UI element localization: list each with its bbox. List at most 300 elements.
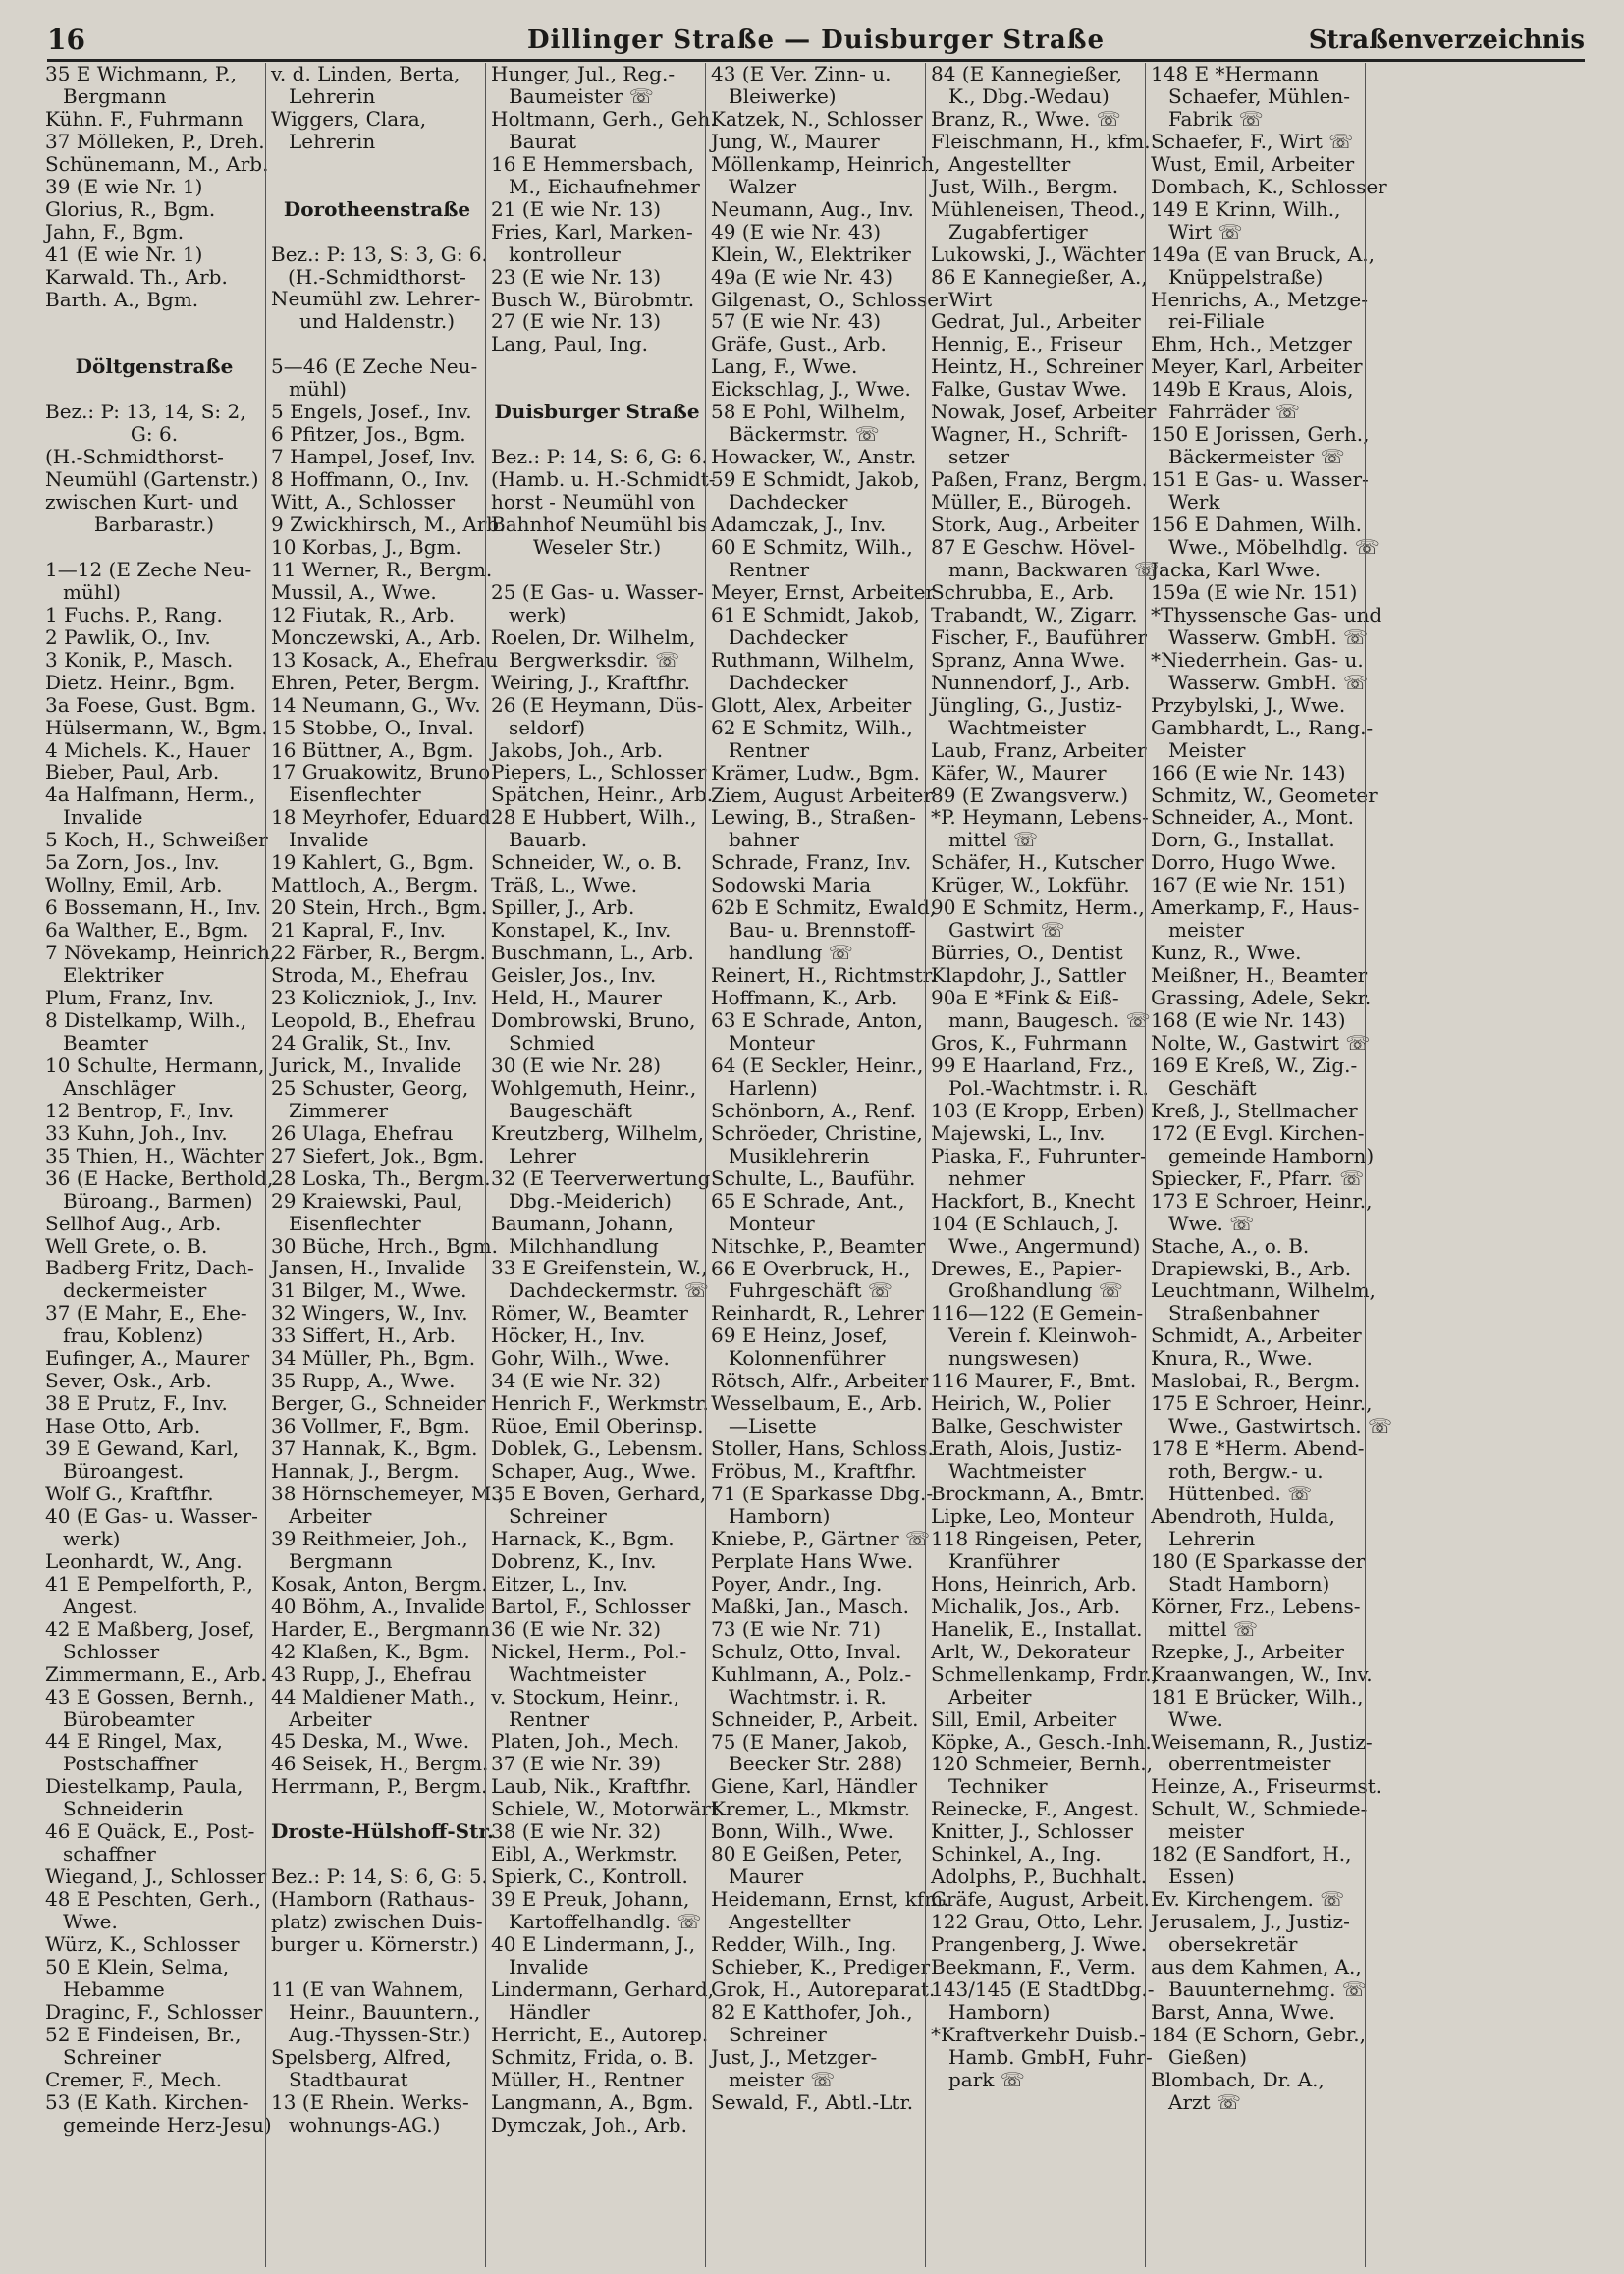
directory-line: Schneider, W., o. B. [491, 850, 683, 875]
directory-line: *Kraftverkehr Duisb.- [931, 2022, 1146, 2046]
directory-line: Elektriker [63, 963, 164, 988]
directory-line: 23 Koliczniok, J., Inv. [271, 986, 478, 1010]
directory-line: Erath, Alois, Justiz- [931, 1436, 1122, 1461]
directory-line: Kolonnenführer [729, 1346, 886, 1371]
directory-line: Pol.-Wachtmstr. i. R. [948, 1075, 1149, 1100]
directory-line: Sill, Emil, Arbeiter [931, 1706, 1117, 1731]
directory-line: (H.-Schmidthorst- [45, 445, 224, 469]
directory-line: Wesselbaum, E., Arb. [711, 1391, 923, 1416]
directory-line: Jerusalem, J., Justiz- [1151, 1910, 1350, 1934]
directory-line: 40 E Lindermann, J., [491, 1932, 696, 1957]
directory-line: Lukowski, J., Wächter [931, 242, 1146, 266]
directory-line: Kosak, Anton, Bergm. [271, 1571, 488, 1596]
directory-line: 46 E Quäck, E., Post- [45, 1819, 255, 1844]
directory-line: nungswesen) [948, 1346, 1080, 1371]
directory-line: Nitschke, P., Beamter [711, 1233, 926, 1258]
directory-line: burger u. Körnerstr.) [271, 1932, 479, 1957]
directory-line: Reinert, H., Richtmstr. [711, 963, 937, 988]
directory-line: Lindermann, Gerhard, [491, 1976, 715, 2001]
directory-line: Trabandt, W., Zigarr. [931, 602, 1138, 626]
directory-line: Harlenn) [729, 1075, 818, 1100]
directory-line: 35 Rupp, A., Wwe. [271, 1369, 456, 1393]
directory-line: Schaefer, Mühlen- [1168, 83, 1350, 108]
directory-line: Eisenflechter [289, 783, 421, 807]
directory-line: 1 Fuchs. P., Rang. [45, 602, 223, 626]
directory-line: Invalide [63, 805, 143, 830]
directory-line: Mattloch, A., Bergm. [271, 873, 479, 897]
page-title: Dillinger Straße — Duisburger Straße [526, 26, 1105, 55]
directory-line: Fabrik ☏ [1168, 106, 1264, 131]
directory-line: Grok, H., Autoreparat. [711, 1977, 936, 2002]
directory-line: 11 (E van Wahnem, [271, 1976, 464, 2001]
directory-line: Bauarb. [509, 828, 588, 852]
directory-line: Schünemann, M., Arb. [45, 151, 269, 176]
directory-line: Bieber, Paul, Arb. [45, 760, 220, 785]
directory-line: Dachdecker [729, 624, 848, 649]
directory-line: Gießen) [1168, 2044, 1248, 2069]
directory-line: Fleischmann, H., kfm. [931, 129, 1151, 153]
directory-line: 40 (E Gas- u. Wasser- [45, 1503, 258, 1528]
directory-line: 103 (E Kropp, Erben) [931, 1098, 1145, 1122]
directory-line: Kniebe, P., Gärtner ☏ [711, 1526, 931, 1550]
directory-line: Prangenberg, J. Wwe. [931, 1932, 1148, 1957]
directory-line: 178 E *Herm. Abend- [1151, 1436, 1365, 1461]
directory-line: Angestellter [948, 151, 1071, 176]
directory-line: Rentner [729, 557, 810, 581]
directory-line: Draginc, F., Schlosser [45, 1999, 263, 2024]
directory-line: Bez.: P: 13, S: 3, G: 6. [271, 242, 488, 266]
directory-line: Spranz, Anna Wwe. [931, 647, 1126, 672]
directory-line: K., Dbg.-Wedau) [948, 83, 1110, 108]
directory-line: Ehren, Peter, Bergm. [271, 670, 481, 694]
directory-line: Lehrer [509, 1143, 576, 1167]
directory-line: Eitzer, L., Inv. [491, 1571, 628, 1596]
directory-line: Jahn, F., Bgm. [45, 219, 185, 244]
directory-line: 49 (E wie Nr. 43) [711, 219, 882, 244]
directory-line: wohnungs-AG.) [289, 2112, 441, 2137]
directory-line: 28 E Hubbert, Wilh., [491, 805, 697, 830]
directory-line: Baumann, Johann, [491, 1211, 674, 1235]
directory-line: 87 E Geschw. Hövel- [931, 535, 1136, 560]
directory-line: Wwe., Möbelhdlg. ☏ [1168, 535, 1380, 560]
directory-line: Spelsberg, Alfred, [271, 2044, 452, 2069]
directory-line: Ziem, August Arbeiter [711, 783, 933, 807]
directory-line: Bürobeamter [63, 1706, 195, 1731]
directory-line: Wagner, H., Schrift- [931, 422, 1128, 447]
directory-line: 9 Zwickhirsch, M., Arb. [271, 513, 506, 536]
directory-line: Adolphs, P., Buchhalt. [931, 1865, 1148, 1889]
directory-line: Wohlgemuth, Heinr., [491, 1075, 697, 1100]
directory-line: mühl) [289, 377, 347, 402]
directory-line: Rzepke, J., Arbeiter [1151, 1639, 1344, 1663]
directory-line: Stadt Hamborn) [1168, 1571, 1330, 1596]
page-header [47, 22, 1585, 62]
directory-line: seldorf) [509, 715, 586, 739]
directory-line: 10 Korbas, J., Bgm. [271, 534, 461, 559]
directory-line: Meißner, H., Beamter [1151, 963, 1368, 988]
directory-line: Jakobs, Joh., Arb. [491, 737, 664, 762]
directory-line: Giene, Karl, Händler [711, 1774, 918, 1799]
directory-line: Stache, A., o. B. [1151, 1233, 1310, 1258]
spacer [271, 153, 483, 176]
directory-line: 35 E Wichmann, P., [45, 62, 237, 85]
directory-line: Laub, Franz, Arbeiter [931, 737, 1147, 762]
directory-line: Monteur [729, 1211, 815, 1235]
directory-line: 175 E Schroer, Heinr., [1151, 1391, 1373, 1416]
directory-line: 44 Maldiener Math., [271, 1684, 476, 1708]
directory-line: Arbeiter [289, 1503, 372, 1528]
directory-line: Karwald. Th., Arb. [45, 264, 228, 289]
directory-line: 58 E Pohl, Wilhelm, [711, 400, 906, 424]
directory-line: 65 E Schrade, Ant., [711, 1188, 905, 1213]
directory-line: Eibl, A., Werkmstr. [491, 1842, 677, 1867]
directory-line: Wust, Emil, Arbeiter [1151, 151, 1355, 176]
directory-line: Plum, Franz, Inv. [45, 986, 214, 1010]
directory-line: gemeinde Herz-Jesu) [63, 2112, 272, 2137]
directory-line: Kühn. F., Fuhrmann [45, 106, 244, 131]
directory-line: Buschmann, L., Arb. [491, 941, 694, 965]
directory-line: Schulte, L., Bauführ. [711, 1165, 916, 1190]
directory-line: Dymczak, Joh., Arb. [491, 2112, 687, 2137]
directory-line: 150 E Jorissen, Gerh., [1151, 422, 1370, 447]
directory-line: Hackfort, B., Knecht [931, 1188, 1135, 1213]
directory-line: Hamb. GmbH, Fuhr- [948, 2044, 1153, 2069]
directory-line: kontrolleur [509, 242, 621, 266]
directory-line: meister [1168, 918, 1244, 943]
directory-line: 8 Distelkamp, Wilh., [45, 1007, 247, 1032]
directory-line: Rüoe, Emil Oberinsp. [491, 1414, 704, 1438]
spacer [45, 536, 263, 559]
street-heading: Dorotheenstraße [283, 196, 471, 221]
directory-line: Sellhof Aug., Arb. [45, 1211, 222, 1235]
directory-line: Schönborn, A., Renf. [711, 1098, 917, 1122]
directory-line: Hennig, E., Friseur [931, 332, 1122, 356]
directory-line: Herricht, E., Autorep. [491, 2022, 709, 2046]
directory-line: 62 E Schmitz, Wilh., [711, 715, 913, 739]
directory-line: —Lisette [729, 1414, 817, 1438]
directory-line: Diestelkamp, Paula, [45, 1774, 244, 1799]
directory-line: 167 (E wie Nr. 151) [1151, 873, 1346, 897]
page-number: 16 [47, 24, 85, 56]
directory-line: mann, Baugesch. ☏ [948, 1008, 1151, 1033]
directory-line: Knitter, J., Schlosser [931, 1819, 1133, 1844]
directory-line: Fuhrgeschäft ☏ [729, 1278, 893, 1303]
spacer [271, 333, 483, 355]
directory-line: 40 Böhm, A., Invalide [271, 1594, 486, 1618]
directory-line: Hons, Heinrich, Arb. [931, 1571, 1137, 1596]
directory-line: 12 Bentrop, F., Inv. [45, 1098, 235, 1122]
directory-line: Weiring, J., Kraftfhr. [491, 670, 690, 694]
directory-line: Werk [1168, 490, 1220, 514]
directory-line: 2 Pawlik, O., Inv. [45, 624, 211, 649]
directory-line: 84 (E Kannegießer, [931, 62, 1122, 85]
directory-line: Invalide [289, 828, 369, 852]
directory-line: (Hamborn (Rathaus- [271, 1887, 475, 1912]
directory-line: 180 (E Sparkasse der [1151, 1548, 1366, 1573]
directory-line: Gohr, Wilh., Wwe. [491, 1346, 670, 1371]
directory-line: 120 Schmeier, Bernh., [931, 1752, 1153, 1776]
directory-line: Baumeister ☏ [509, 83, 654, 108]
directory-line: 38 Hörnschemeyer, M., [271, 1481, 505, 1505]
directory-line: Dorro, Hugo Wwe. [1151, 850, 1337, 875]
directory-line: 149b E Kraus, Alois, [1151, 377, 1354, 402]
directory-line: Leuchtmann, Wilhelm, [1151, 1278, 1376, 1303]
directory-line: 25 Schuster, Georg, [271, 1075, 469, 1100]
directory-line: Schrubba, E., Arb. [931, 579, 1115, 604]
directory-line: 60 E Schmitz, Wilh., [711, 535, 913, 560]
directory-line: Gastwirt ☏ [948, 918, 1065, 943]
directory-line: Bäckermstr. ☏ [729, 422, 880, 447]
directory-line: Meyer, Karl, Arbeiter [1151, 354, 1363, 379]
directory-line: Hüttenbed. ☏ [1168, 1482, 1313, 1506]
directory-line: 43 E Gossen, Bernh., [45, 1684, 255, 1708]
directory-line: Schneiderin [63, 1797, 184, 1821]
directory-line: Hannak, J., Bergm. [271, 1459, 460, 1484]
directory-line: Heirich, W., Polier [931, 1391, 1111, 1416]
directory-line: Glorius, R., Bgm. [45, 196, 216, 221]
directory-line: rei-Filiale [1168, 309, 1265, 334]
directory-line: Lehrerin [289, 129, 376, 153]
directory-line: Techniker [948, 1774, 1048, 1799]
directory-line: Fröbus, M., Kraftfhr. [711, 1459, 917, 1484]
directory-line: Schult, W., Schmiede- [1151, 1797, 1368, 1821]
directory-line: Meister [1168, 737, 1246, 762]
directory-line: Wachtmeister [509, 1661, 646, 1686]
directory-line: Bäckermeister ☏ [1168, 445, 1345, 469]
directory-line: Wwe., Angermund) [948, 1233, 1141, 1258]
directory-line: Wachtmeister [948, 715, 1086, 739]
directory-line: 71 (E Sparkasse Dbg.- [711, 1482, 934, 1506]
directory-line: Michalik, Jos., Arb. [931, 1594, 1121, 1618]
directory-line: Gedrat, Jul., Arbeiter [931, 309, 1141, 334]
directory-line: Stroda, M., Ehefrau [271, 963, 469, 988]
directory-columns [45, 63, 1589, 2267]
directory-line: meister ☏ [729, 2067, 836, 2091]
directory-line: Möllenkamp, Heinrich, [711, 151, 941, 176]
directory-line: Krämer, Ludw., Bgm. [711, 760, 920, 785]
directory-line: 26 (E Heymann, Düs- [491, 692, 704, 717]
directory-line: 42 Klaßen, K., Bgm. [271, 1639, 470, 1663]
directory-line: Invalide [509, 1955, 589, 1978]
directory-line: Dombach, K., Schlosser [1151, 174, 1387, 198]
directory-line: 16 E Hemmersbach, [491, 151, 694, 176]
directory-line: 34 (E wie Nr. 32) [491, 1369, 662, 1393]
directory-line: 159a (E wie Nr. 151) [1151, 579, 1358, 604]
directory-line: 33 Kuhn, Joh., Inv. [45, 1120, 228, 1145]
directory-line: Reinhardt, R., Lehrer [711, 1301, 925, 1326]
directory-line: Beecker Str. 288) [729, 1752, 903, 1776]
directory-line: Rentner [509, 1706, 590, 1731]
directory-line: Abendroth, Hulda, [1151, 1504, 1335, 1528]
directory-line: mann, Backwaren ☏ [948, 557, 1159, 581]
directory-line: 64 (E Seckler, Heinr., [711, 1053, 924, 1077]
directory-line: 7 Növekamp, Heinrich, [45, 941, 277, 965]
directory-line: Witt, A., Schlosser [271, 490, 456, 514]
directory-line: Ruthmann, Wilhelm, [711, 647, 915, 672]
directory-line: Cremer, F., Mech. [45, 2067, 223, 2091]
directory-line: 3a Foese, Gust. Bgm. [45, 692, 257, 717]
directory-line: Bonn, Wilh., Wwe. [711, 1819, 894, 1844]
directory-line: Balke, Geschwister [931, 1414, 1123, 1438]
directory-line: Geisler, Jos., Inv. [491, 963, 657, 988]
column-7 [1365, 63, 1585, 2267]
directory-line: Lang, Paul, Ing. [491, 332, 649, 356]
directory-line: Dorn, G., Installat. [1151, 828, 1335, 852]
directory-line: Heinr., Bauuntern., [289, 1999, 481, 2024]
directory-line: Stadtbaurat [289, 2067, 408, 2091]
directory-line: setzer [948, 445, 1010, 469]
directory-line: werk) [63, 1526, 121, 1550]
directory-line: Dachdecker [729, 490, 848, 514]
directory-line: Harder, E., Bergmann [271, 1616, 490, 1641]
directory-line: nehmer [948, 1165, 1025, 1190]
directory-line: Bergmann [63, 83, 167, 108]
spacer [491, 559, 703, 581]
directory-line: Eufinger, A., Maurer [45, 1346, 250, 1371]
directory-line: Bez.: P: 14, S: 6, G: 5. [271, 1865, 488, 1889]
directory-line: 75 (E Maner, Jakob, [711, 1729, 909, 1754]
directory-line: Müller, E., Bürogeh. [931, 490, 1132, 514]
directory-line: 50 E Klein, Selma, [45, 1955, 230, 1978]
directory-line: Kremer, L., Mkmstr. [711, 1797, 911, 1821]
directory-line: Platen, Joh., Mech. [491, 1729, 680, 1754]
directory-line: Römer, W., Beamter [491, 1301, 688, 1326]
directory-line: Jurick, M., Invalide [271, 1053, 461, 1077]
directory-line: Müller, H., Rentner [491, 2067, 684, 2091]
directory-line: 80 E Geißen, Peter, [711, 1842, 903, 1867]
directory-line: Przybylski, J., Wwe. [1151, 692, 1346, 717]
directory-line: 172 (E Evgl. Kirchen- [1151, 1120, 1365, 1145]
directory-line: Fischer, F., Bauführer [931, 624, 1147, 649]
directory-line: park ☏ [948, 2067, 1025, 2091]
directory-line: Neumühl (Gartenstr.) [45, 467, 259, 492]
directory-line: 66 E Overbruck, H., [711, 1256, 911, 1280]
directory-line: Büroang., Barmen) [63, 1188, 253, 1213]
directory-line: Arzt ☏ [1168, 2089, 1241, 2114]
directory-line: Träß, L., Wwe. [491, 873, 638, 897]
directory-line: 6 Pfitzer, Jos., Bgm. [271, 422, 466, 447]
directory-line: 49a (E wie Nr. 43) [711, 264, 893, 289]
directory-line: (H.-Schmidthorst- [288, 264, 466, 289]
directory-line: Majewski, L., Inv. [931, 1120, 1106, 1145]
directory-line: Schmidt, A., Arbeiter [1151, 1324, 1362, 1348]
directory-line: Arbeiter [289, 1706, 372, 1731]
directory-line: Klein, W., Elektriker [711, 242, 911, 266]
directory-line: 10 Schulte, Hermann, [45, 1053, 265, 1077]
directory-line: Heintz, H., Schreiner [931, 354, 1144, 379]
directory-line: Essen) [1168, 1865, 1235, 1889]
directory-line: Jüngling, G., Justiz- [931, 692, 1122, 717]
directory-line: Schneider, P., Arbeit. [711, 1706, 919, 1731]
directory-line: Schmied [509, 1030, 595, 1055]
directory-line: 20 Stein, Hrch., Bgm. [271, 895, 488, 920]
directory-line: Angestellter [729, 1910, 851, 1934]
directory-line: Lang, F., Wwe. [711, 354, 858, 379]
directory-line: Katzek, N., Schlosser [711, 106, 923, 131]
directory-line: 36 (E wie Nr. 32) [491, 1616, 662, 1641]
directory-line: Kunz, R., Wwe. [1151, 941, 1302, 965]
directory-line: Kartoffelhandlg. ☏ [509, 1910, 702, 1934]
directory-line: 26 Ulaga, Ehefrau [271, 1120, 454, 1145]
directory-line: v. d. Linden, Berta, [271, 62, 460, 85]
directory-line: Milchhandlung [509, 1233, 659, 1258]
directory-line: 116 Maurer, F., Bmt. [931, 1369, 1137, 1393]
directory-line: Busch W., Bürobmtr. [491, 287, 695, 311]
directory-line: Grassing, Adele, Sekr. [1151, 986, 1372, 1010]
directory-line: Rentner [729, 737, 810, 762]
directory-line: 86 E Kannegießer, A., [931, 264, 1148, 289]
directory-line: 27 Siefert, Jok., Bgm. [271, 1143, 485, 1167]
spacer [271, 1798, 483, 1820]
directory-line: Eickschlag, J., Wwe. [711, 377, 911, 402]
directory-line: Drewes, E., Papier- [931, 1256, 1122, 1280]
directory-line: Bleiwerke) [729, 83, 837, 108]
directory-line: Geschäft [1168, 1075, 1257, 1100]
directory-line: 19 Kahlert, G., Bgm. [271, 850, 475, 875]
directory-line: 4 Michels. K., Hauer [45, 737, 250, 762]
directory-line: Bürries, O., Dentist [931, 941, 1123, 965]
directory-line: Gros, K., Fuhrmann [931, 1030, 1128, 1055]
spacer [45, 333, 263, 355]
directory-line: 46 Seisek, H., Bergm. [271, 1752, 489, 1776]
directory-line: Straßenbahner [1168, 1301, 1320, 1326]
directory-line: Nowak, Josef, Arbeiter [931, 400, 1157, 424]
directory-line: 13 (E Rhein. Werks- [271, 2089, 469, 2114]
directory-line: Rötsch, Alfr., Arbeiter [711, 1369, 929, 1393]
directory-line: Nickel, Herm., Pol.- [491, 1639, 687, 1663]
directory-line: Händler [509, 1999, 590, 2024]
directory-line: 34 Müller, Ph., Bgm. [271, 1346, 476, 1371]
directory-line: Arbeiter [948, 1684, 1032, 1708]
directory-line: 25 (E Gas- u. Wasser- [491, 579, 704, 604]
directory-line: Gräfe, August, Arbeit. [931, 1887, 1150, 1912]
directory-line: Wolf G., Kraftfhr. [45, 1481, 214, 1505]
directory-line: Wiggers, Clara, [271, 106, 427, 131]
directory-line: 31 Bilger, M., Wwe. [271, 1278, 467, 1303]
directory-line: 99 E Haarland, Frz., [931, 1053, 1135, 1077]
directory-line: Dachdeckermstr. ☏ [509, 1278, 709, 1303]
directory-line: Doblek, G., Lebensm. [491, 1436, 704, 1461]
directory-line: 39 E Gewand, Karl, [45, 1436, 240, 1461]
directory-line: Berger, G., Schneider [271, 1391, 486, 1416]
directory-line: Well Grete, o. B. [45, 1233, 208, 1258]
directory-line: Spätchen, Heinr., Arb. [491, 783, 714, 807]
directory-line: 22 Färber, R., Bergm. [271, 941, 486, 965]
directory-line: Barbarastr.) [93, 513, 215, 537]
directory-line: Wiegand, J., Schlosser [45, 1865, 267, 1889]
directory-line: Zugabfertiger [948, 219, 1088, 244]
directory-line: Zimmerer [289, 1098, 389, 1122]
directory-line: 62b E Schmitz, Ewald, [711, 895, 937, 920]
spacer [45, 378, 263, 401]
directory-line: Neumühl zw. Lehrer- [271, 287, 481, 311]
directory-line: 37 Hannak, K., Bgm. [271, 1436, 478, 1461]
directory-line: M., Eichaufnehmer [509, 174, 700, 198]
directory-line: werk) [509, 602, 567, 626]
directory-line: 73 (E wie Nr. 71) [711, 1616, 882, 1641]
directory-line: Ehm, Hch., Metzger [1151, 332, 1352, 356]
directory-line: Just, Wilh., Bergm. [931, 174, 1119, 198]
directory-line: 32 Wingers, W., Inv. [271, 1301, 468, 1326]
directory-line: 3 Konik, P., Masch. [45, 647, 234, 672]
directory-line: Gräfe, Gust., Arb. [711, 332, 887, 356]
directory-line: mühl) [63, 579, 121, 604]
directory-line: Gilgenast, O., Schlosser [711, 287, 948, 311]
directory-line: roth, Bergw.- u. [1168, 1459, 1324, 1484]
directory-line: 39 E Preuk, Johann, [491, 1887, 690, 1912]
directory-line: 41 E Pempelforth, P., [45, 1571, 253, 1596]
directory-line: 6 Bossemann, H., Inv. [45, 895, 262, 920]
